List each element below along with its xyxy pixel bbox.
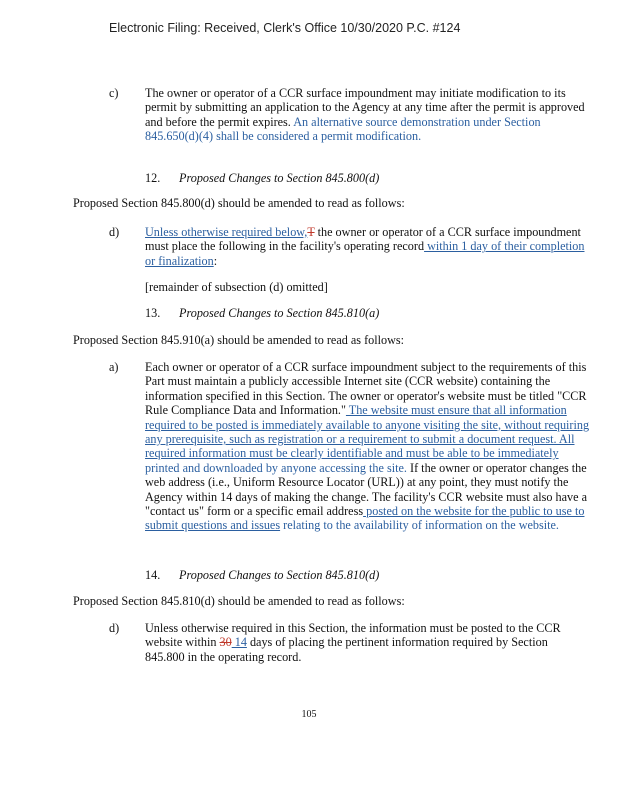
filing-header: Electronic Filing: Received, Clerk's Office 10/30/2020 P.C. #124 — [109, 21, 461, 35]
section-d1-text — [145, 225, 590, 268]
intro-12: Proposed Section 845.800(d) should be amended to read as follows: — [73, 196, 405, 210]
section-a-insertion-1: The website must ensure that all information required to be posted is immediately available to anyone visiting the site, without requiring any prerequisite, such as registration or a requirement to submit a document request. All required information must be clearly identifiable and must be able to be immediately — [145, 403, 590, 461]
section-c-insertion: An alternative source demonstration under Section 845.650(d)(4) shall be considered a permit modification. — [145, 114, 541, 144]
heading-14 — [145, 568, 379, 582]
heading-13-title: Proposed Changes to Section 845.810(a) — [179, 306, 380, 320]
section-d2-label: d) — [109, 621, 120, 635]
section-d1-insertion-2: within 1 day of their completion or finalization — [145, 239, 585, 268]
section-c-body: The owner or operator of a CCR surface impoundment may initiate modification to its permit by submitting an application to the Agency at any time after the permit is approved and before the permit expires. — [145, 86, 585, 129]
heading-14-number: 14. — [145, 568, 161, 582]
section-d2-body-2: days of placing the pertinent information required by Section 845.800 in the operating record. — [145, 635, 548, 664]
section-d2-text — [145, 621, 590, 664]
heading-12-number: 12. — [145, 171, 161, 185]
section-a-body-2: If the owner or operator changes the web address (i.e., Uniform Resource Locator (URL)) at any point, they must notify the Agency within 14 days of making the change. The facility's CCR website must also have a "contact us" form or a specific email address — [145, 460, 587, 519]
heading-14-title: Proposed Changes to Section 845.810(d) — [179, 568, 380, 582]
section-a-insertion-3: posted on the website for the public to use to submit questions and issues — [145, 504, 585, 533]
section-a-label: a) — [109, 360, 119, 374]
section-a-body-1: Each owner or operator of a CCR surface impoundment subject to the requirements of this Part must maintain a publicly accessible Internet site (CCR website) containing the information specified in this Section. The owner or operator's website must be titled "CCR Rule Compliance Data and Information." — [145, 360, 587, 418]
section-a-text — [145, 360, 590, 533]
section-c-text — [145, 86, 590, 144]
section-d2-body-1: Unless otherwise required in this Section, the information must be posted to the CCR website within — [145, 621, 561, 650]
section-c-label: c) — [109, 86, 119, 100]
remainder-note: [remainder of subsection (d) omitted] — [145, 280, 328, 294]
heading-12 — [145, 171, 379, 185]
intro-13: Proposed Section 845.910(a) should be amended to read as follows: — [73, 333, 405, 347]
heading-12-title: Proposed Changes to Section 845.800(d) — [179, 171, 380, 185]
section-d2-insertion: 14 — [231, 635, 247, 650]
section-d1-insertion-1: Unless otherwise required below, — [145, 225, 308, 239]
section-a-insertion-2: printed and downloaded by anyone accessing the site. — [145, 460, 407, 475]
section-d1-deletion: T — [307, 225, 315, 239]
heading-13-number: 13. — [145, 306, 161, 320]
section-a-insertion-4: relating to the availability of information on the website. — [280, 518, 559, 533]
section-d2-deletion: 30 — [219, 635, 232, 650]
heading-13 — [145, 306, 379, 320]
section-d1-label: d) — [109, 225, 120, 239]
section-d1-end: : — [213, 253, 218, 268]
section-d1-body: the owner or operator of a CCR surface impoundment must place the following in the facility's operating record — [145, 225, 581, 254]
page-number: 105 — [301, 709, 317, 720]
intro-14: Proposed Section 845.810(d) should be amended to read as follows: — [73, 594, 405, 608]
